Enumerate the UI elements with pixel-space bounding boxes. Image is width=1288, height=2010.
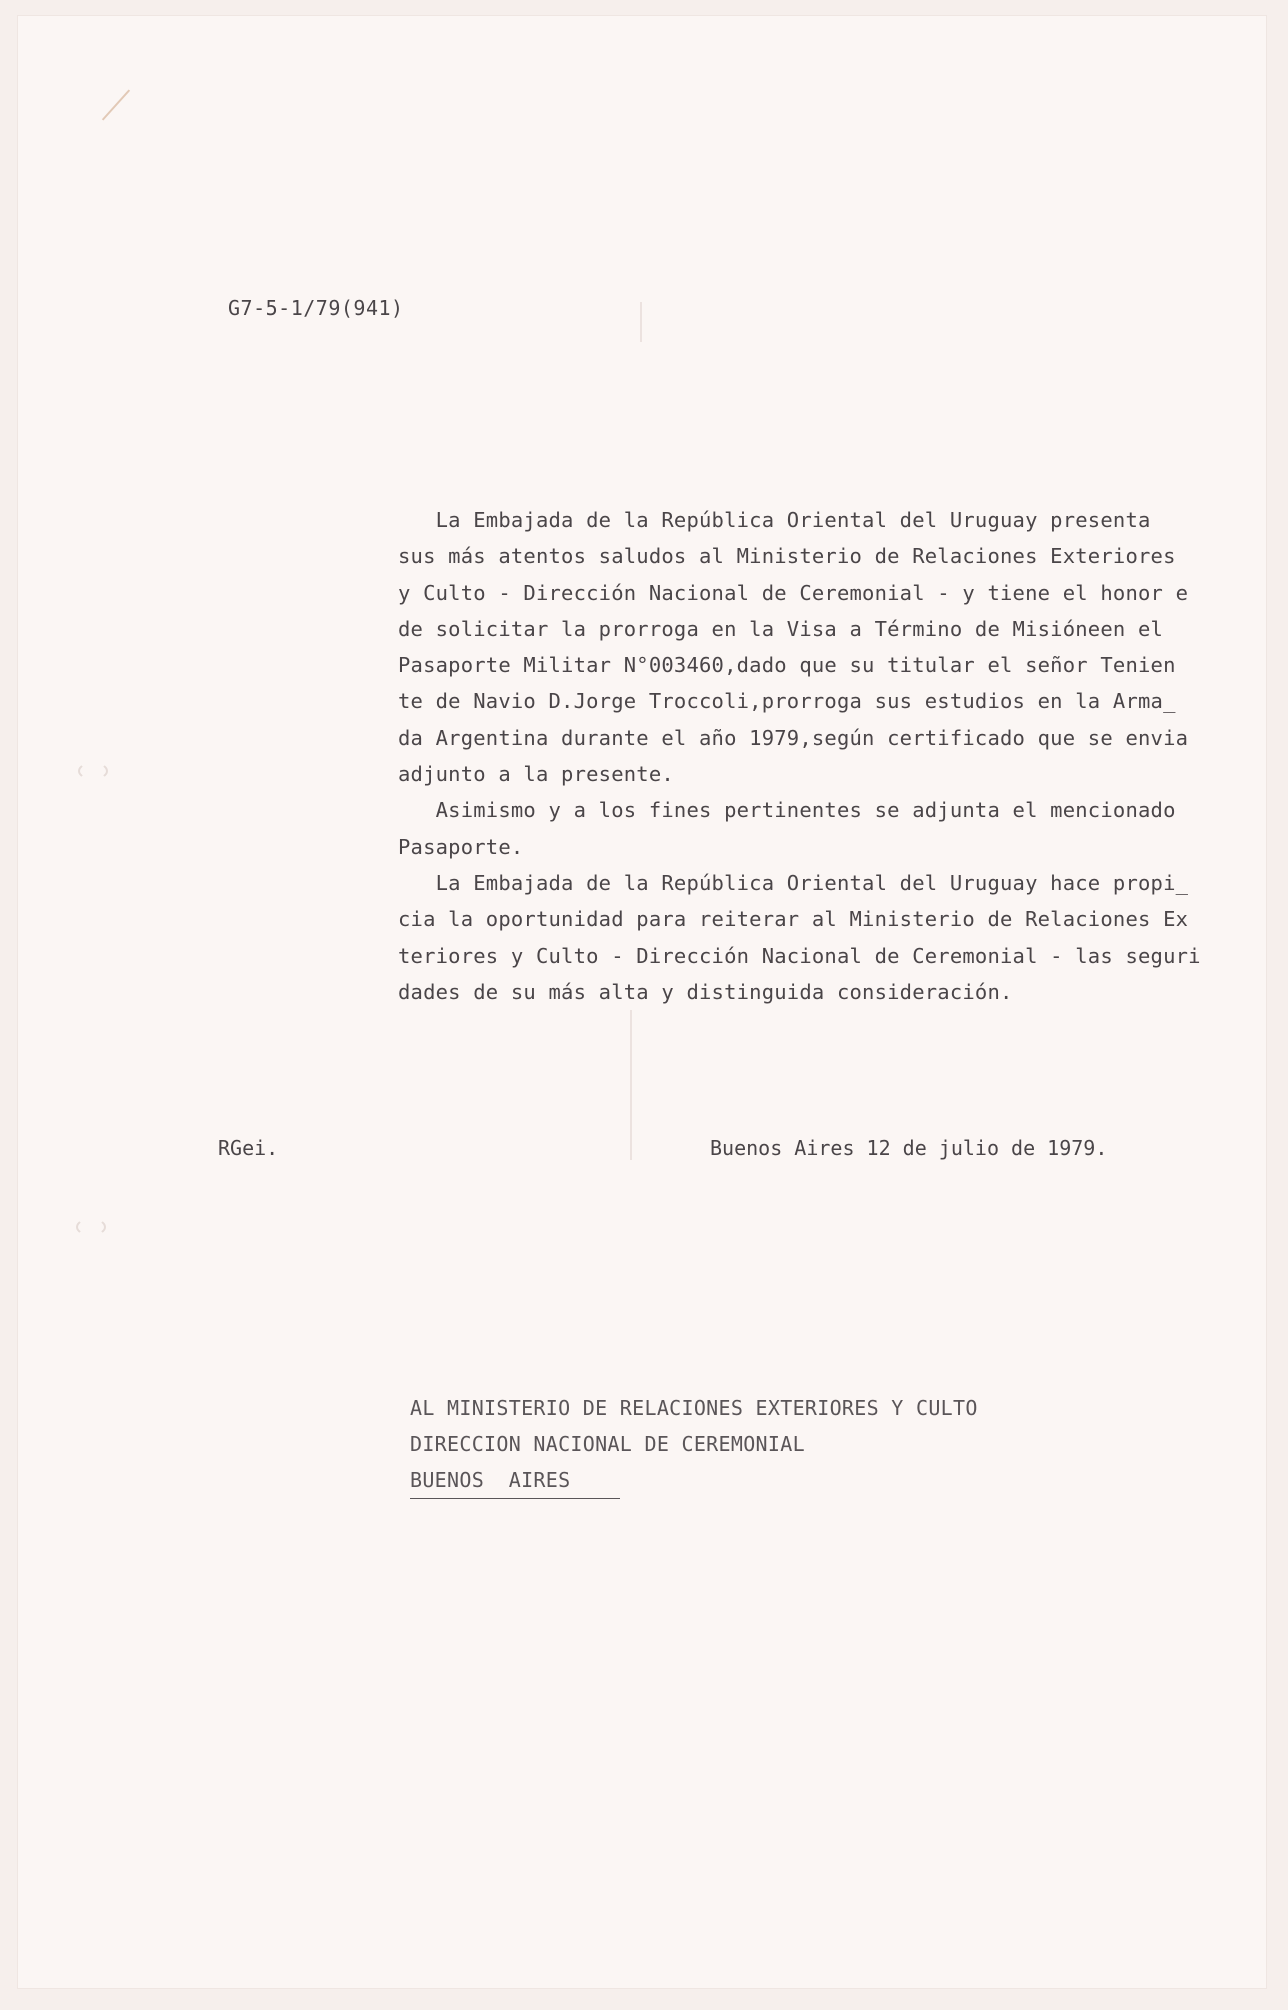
body-line: cia la oportunidad para reiterar al Ministerio de Relaciones Ex bbox=[398, 907, 1189, 932]
body-line: te de Navio D.Jorge Troccoli,prorroga sus estudios en la Arma_ bbox=[398, 689, 1176, 714]
body-line: adjunto a la presente. bbox=[398, 762, 674, 787]
letter-body bbox=[398, 502, 1201, 1010]
body-line: de solicitar la prorroga en la Visa a Término de Misióneen el bbox=[398, 616, 1164, 641]
body-line: Asimismo y a los fines pertinentes se adjunta el mencionado bbox=[398, 798, 1176, 823]
fold-mark bbox=[630, 1010, 632, 1160]
body-line: y Culto - Dirección Nacional de Ceremonial - y tiene el honor e bbox=[398, 580, 1189, 605]
date-line: Buenos Aires 12 de julio de 1979. bbox=[710, 1136, 1108, 1160]
body-line: dades de su más alta y distinguida consideración. bbox=[398, 979, 1013, 1004]
body-line: Pasaporte Militar N°003460,dado que su titular el señor Tenien bbox=[398, 653, 1176, 678]
body-line: da Argentina durante el año 1979,según certificado que se envia bbox=[398, 725, 1189, 750]
body-line: La Embajada de la República Oriental del Uruguay presenta bbox=[398, 508, 1151, 532]
addressee-block bbox=[410, 1390, 978, 1499]
punch-hole-mark bbox=[78, 762, 108, 780]
document-reference: G7-5-1/79(941) bbox=[228, 296, 404, 320]
addressee-line: DIRECCION NACIONAL DE CEREMONIAL bbox=[410, 1432, 805, 1456]
punch-hole-mark bbox=[76, 1218, 106, 1236]
body-line: Pasaporte. bbox=[398, 834, 524, 859]
addressee-line: AL MINISTERIO DE RELACIONES EXTERIORES Y CULTO bbox=[410, 1396, 978, 1420]
typist-initials: RGei. bbox=[218, 1136, 279, 1160]
body-line: sus más atentos saludos al Ministerio de Relaciones Exteriores bbox=[398, 544, 1176, 569]
fold-mark bbox=[640, 302, 642, 342]
addressee-city: BUENOS AIRES bbox=[410, 1462, 620, 1499]
body-line: La Embajada de la República Oriental del Uruguay hace propi_ bbox=[398, 870, 1189, 895]
body-line: teriores y Culto - Dirección Nacional de Ceremonial - las seguri bbox=[398, 943, 1201, 968]
